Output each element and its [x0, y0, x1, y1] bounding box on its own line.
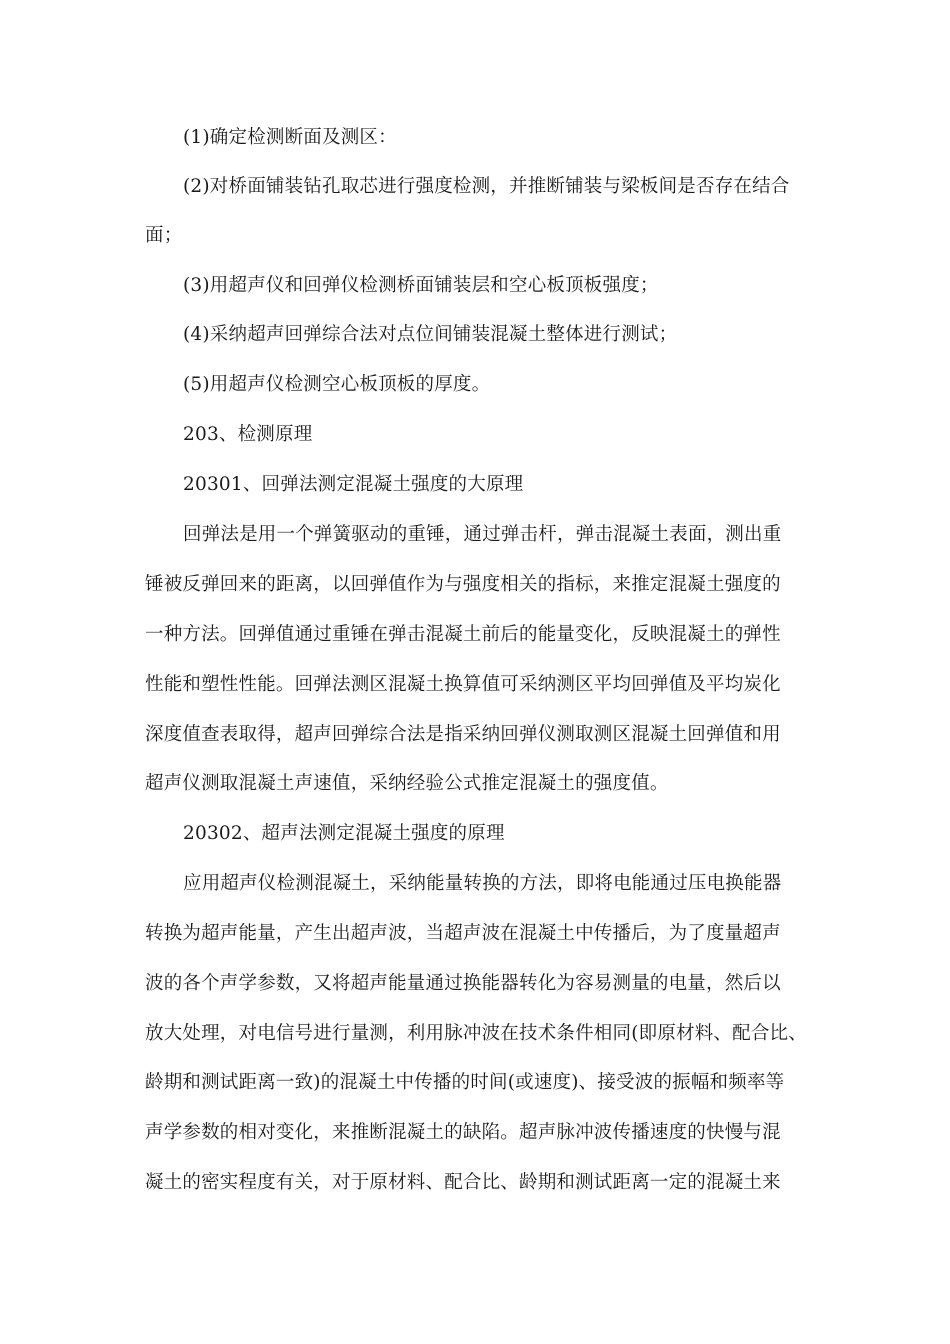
paragraph-line: 深度值查表取得，超声回弹综合法是指采纳回弹仪测取测区混凝土回弹值和用: [145, 724, 781, 745]
paragraph-line: 一种方法。回弹值通过重锤在弹击混凝土前后的能量变化，反映混凝土的弹性: [145, 624, 781, 645]
paragraph-line: 回弹法是用一个弹簧驱动的重锤，通过弹击杆，弹击混凝土表面，测出重: [183, 524, 782, 545]
step-4-text: (4)采纳超声回弹综合法对点位间铺装混凝土整体进行测试；: [183, 324, 678, 345]
subsection-heading-20301: 20301、回弹法测定混凝土强度的大原理: [183, 474, 524, 495]
step-2-continuation: 面；: [145, 225, 183, 246]
step-2-text: (2)对桥面铺装钻孔取芯进行强度检测，并推断铺装与梁板间是否存在结合: [183, 176, 790, 197]
paragraph-line: 超声仪测取混凝土声速值，采纳经验公式推定混凝土的强度值。: [145, 773, 669, 794]
paragraph-line: 龄期和测试距离一致)的混凝土中传播的时间(或速度)、接受波的振幅和频率等: [145, 1072, 785, 1093]
paragraph-line: 应用超声仪检测混凝土，采纳能量转换的方法，即将电能通过压电换能器: [183, 873, 782, 894]
paragraph-line: 放大处理，对电信号进行量测，利用脉冲波在技术条件相同(即原材料、配合比、: [145, 1023, 807, 1044]
paragraph-line: 性能和塑性性能。回弹法测区混凝土换算值可采纳测区平均回弹值及平均炭化: [145, 674, 781, 695]
step-1-text: (1)确定检测断面及测区：: [183, 127, 397, 148]
paragraph-line: 锤被反弹回来的距离，以回弹值作为与强度相关的指标，来推定混凝土强度的: [145, 574, 781, 595]
subsection-heading-20302: 20302、超声法测定混凝土强度的原理: [183, 823, 505, 844]
paragraph-line: 波的各个声学参数，又将超声能量通过换能器转化为容易测量的电量，然后以: [145, 973, 781, 994]
step-5-text: (5)用超声仪检测空心板顶板的厚度。: [183, 374, 491, 395]
paragraph-line: 声学参数的相对变化，来推断混凝土的缺陷。超声脉冲波传播速度的快慢与混: [145, 1122, 781, 1143]
section-heading-203: 203、检测原理: [183, 424, 313, 445]
paragraph-line: 凝土的密实程度有关，对于原材料、配合比、龄期和测试距离一定的混凝土来: [145, 1172, 781, 1193]
paragraph-line: 转换为超声能量，产生出超声波，当超声波在混凝土中传播后，为了度量超声: [145, 923, 781, 944]
step-3-text: (3)用超声仪和回弹仪检测桥面铺装层和空心板顶板强度；: [183, 275, 659, 296]
